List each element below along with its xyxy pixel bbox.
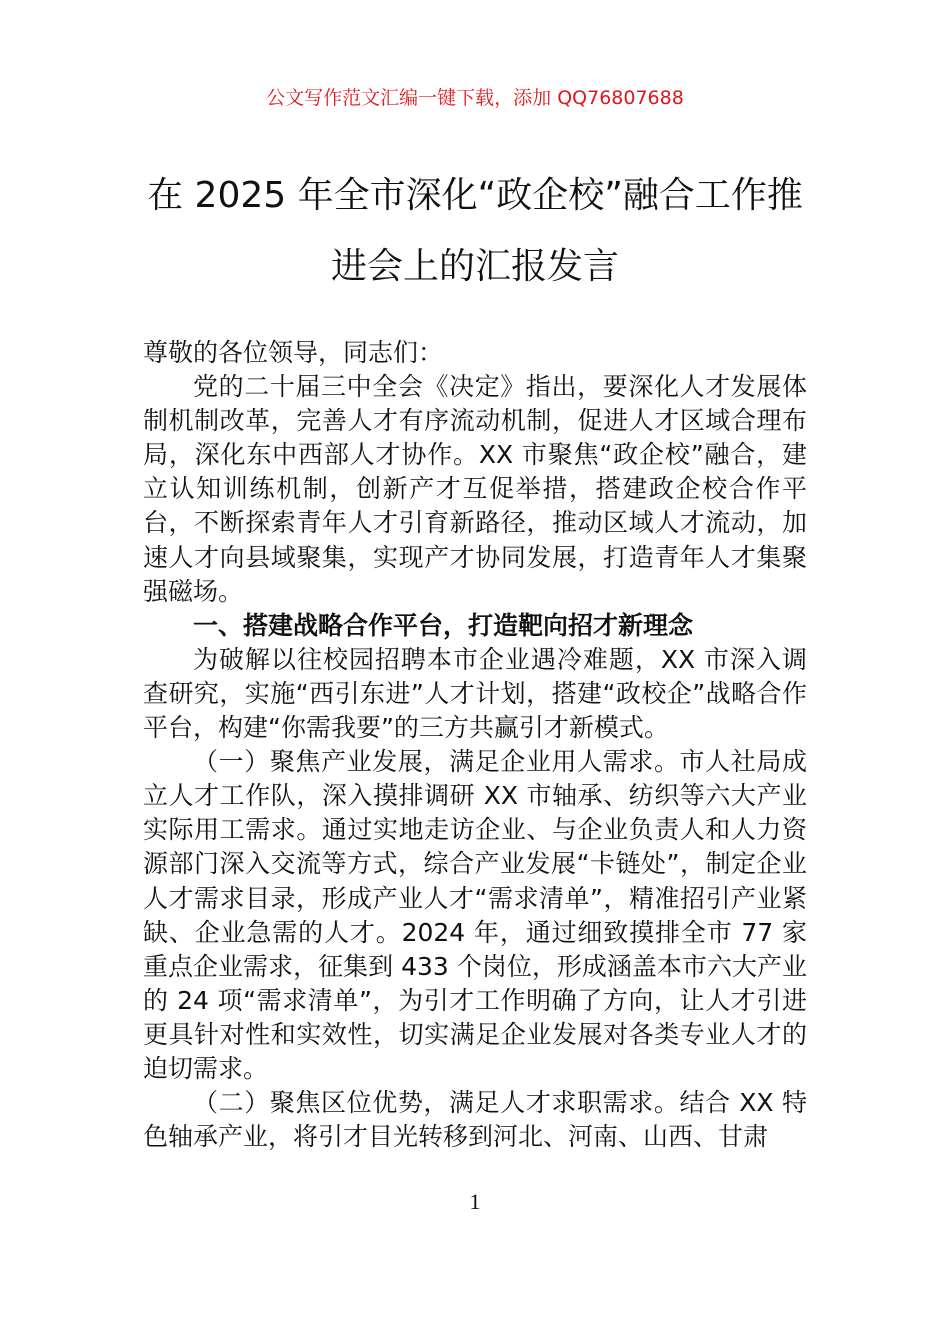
- salutation: 尊敬的各位领导，同志们：: [143, 338, 444, 367]
- paragraph-subsection-2: （二）聚焦区位优势，满足人才求职需求。结合 XX 特色轴承产业，将引才目光转移到河北、河南、山西、甘肃: [143, 1088, 807, 1152]
- document-title-line-2: 进会上的汇报发言: [330, 246, 619, 287]
- section-heading-1: 一、搭建战略合作平台，打造靶向招才新理念: [193, 610, 694, 640]
- paragraph-section-1: 为破解以往校园招聘本市企业遇冷难题，XX 市深入调查研究，实施“西引东进”人才计划，搭建“政校企”战略合作平台，构建“你需我要”的三方共赢引才新模式。: [143, 644, 807, 743]
- page-number: 1: [469, 1189, 481, 1214]
- paragraph-intro: 党的二十届三中全会《决定》指出，要深化人才发展体制机制改革，完善人才有序流动机制，促进人才区域合理布局，深化东中西部人才协作。XX 市聚焦“政企校”融合，建立认知训练机制，创新产才互促举措，搭建政企校合作平台，不断探索青年人才引育新路径，推动区域人才流动，加速人才向县域聚集，实现产才协同发展，打造青年人才集聚强磁场。: [143, 372, 807, 606]
- download-banner: 公文写作范文汇编一键下载，添加 QQ76807688: [266, 87, 684, 109]
- document-body: [143, 336, 807, 1154]
- paragraph-subsection-1: （一）聚焦产业发展，满足企业用人需求。市人社局成立人才工作队，深入摸排调研 XX 市轴承、纺织等六大产业实际用工需求。通过实地走访企业、与企业负责人和人力资源部门深入交流等方式，综合产业发展“卡链处”，制定企业人才需求目录，形成产业人才“需求清单”，精准招引产业紧缺、企业急需的人才。2024 年，通过细致摸排全市 77 家重点企业需求，征集到 433 个岗位，形成涵盖本市六大产业的 24 项“需求清单”，为引才工作明确了方向，让人才引进更具针对性和实效性，切实满足企业发展对各类专业人才的迫切需求。: [143, 747, 807, 1083]
- document-title-line-1: 在 2025 年全市深化“政企校”融合工作推: [147, 175, 803, 216]
